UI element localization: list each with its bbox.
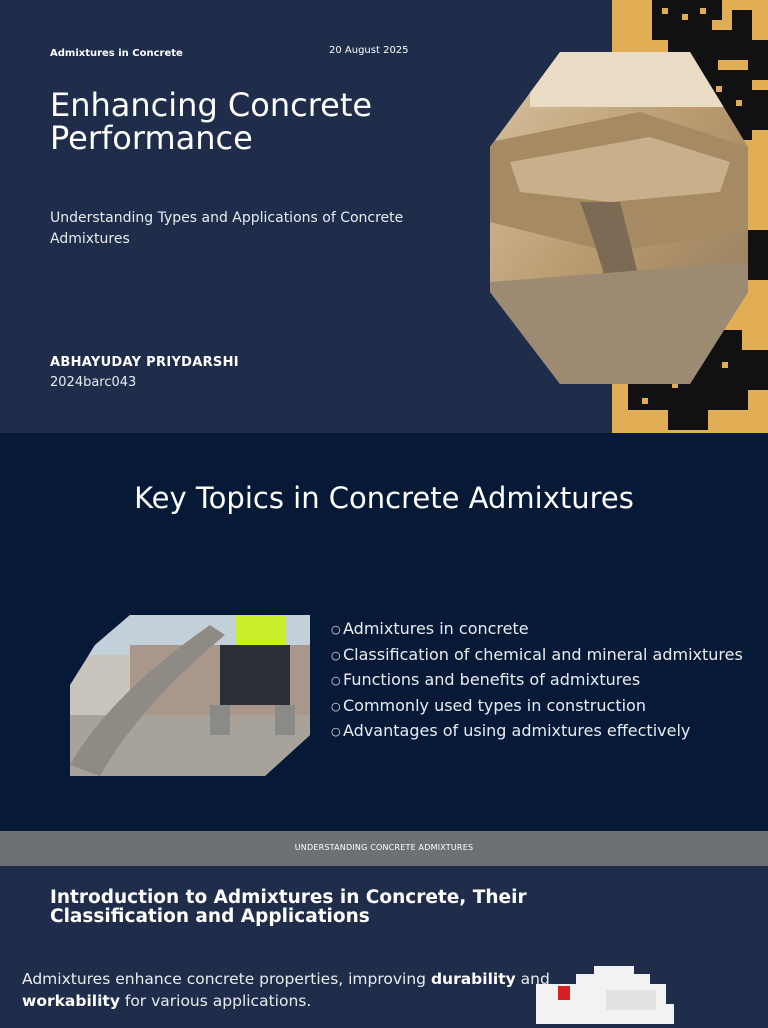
author-name: ABHAYUDAY PRIYDARSHI — [50, 355, 239, 370]
presentation-title: Enhancing Concrete Performance — [50, 86, 373, 157]
concrete-chute-image — [490, 52, 748, 384]
author-id: 2024barc043 — [50, 375, 137, 390]
slide-body-text: Admixtures enhance concrete properties, improving durability and workability for various applications. — [22, 970, 550, 1010]
key-topics-slide — [0, 433, 768, 831]
title-slide — [0, 0, 768, 433]
worker-pouring-concrete-image — [70, 615, 310, 776]
hollow-circle-bullet-icon: ○ — [331, 623, 341, 636]
hollow-circle-bullet-icon: ○ — [331, 699, 341, 713]
list-item: ○ Functions and benefits of admixtures — [331, 668, 743, 694]
admixture-jug-image — [536, 966, 696, 1024]
slide-header: Admixtures in Concrete — [50, 48, 183, 59]
presentation-subtitle: Understanding Types and Applications of Concrete Admixtures — [50, 210, 404, 247]
list-item: ○ Admixtures in concrete — [331, 617, 743, 643]
hollow-circle-bullet-icon: ○ — [331, 648, 341, 662]
list-item: ○ Classification of chemical and mineral admixtures — [331, 643, 743, 669]
slide-title: Key Topics in Concrete Admixtures — [134, 481, 634, 515]
section-header-bar — [0, 831, 768, 866]
list-item: ○ Advantages of using admixtures effectively — [331, 719, 743, 745]
topics-list — [331, 617, 743, 745]
section-header-text: UNDERSTANDING CONCRETE ADMIXTURES — [294, 843, 474, 852]
introduction-slide — [0, 866, 768, 1024]
slide-date: 20 August 2025 — [329, 45, 409, 56]
hollow-circle-bullet-icon: ○ — [331, 725, 341, 738]
hollow-circle-bullet-icon: ○ — [331, 674, 341, 687]
list-item: ○ Commonly used types in construction — [331, 694, 743, 720]
slide-title: Introduction to Admixtures in Concrete, Their Classification and Applications — [50, 887, 527, 927]
